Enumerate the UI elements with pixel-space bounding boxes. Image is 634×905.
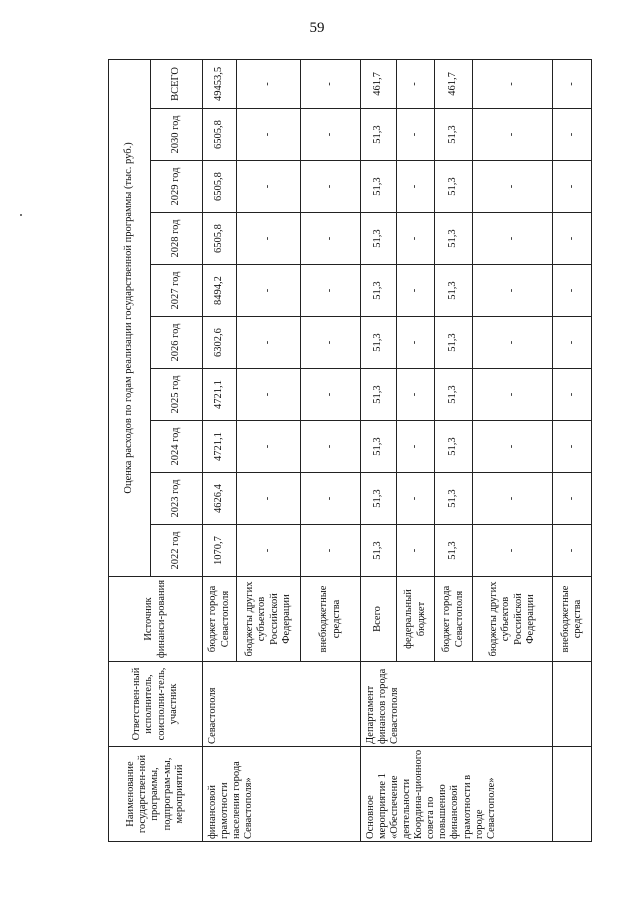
source-cell: федеральный бюджет xyxy=(397,577,435,662)
header-year: 2024 год xyxy=(151,421,203,473)
header-executor: Ответствен-ный исполнитель, соисполни-тель, участник xyxy=(109,662,203,747)
value-cell: 51,3 xyxy=(361,265,397,317)
value-cell: - xyxy=(553,369,592,421)
value-cell: - xyxy=(553,265,592,317)
value-cell: - xyxy=(397,525,435,577)
value-cell: 51,3 xyxy=(435,161,473,213)
header-year: 2023 год xyxy=(151,473,203,525)
total-cell: - xyxy=(237,59,301,108)
source-cell: Всего xyxy=(361,577,397,662)
value-cell: 1070,7 xyxy=(203,525,237,577)
value-cell: - xyxy=(301,265,361,317)
value-cell: - xyxy=(397,369,435,421)
value-cell: - xyxy=(473,213,553,265)
value-cell: 6505,8 xyxy=(203,109,237,161)
table-row xyxy=(553,59,592,841)
value-cell: - xyxy=(237,525,301,577)
value-cell: 51,3 xyxy=(435,473,473,525)
value-cell: - xyxy=(237,473,301,525)
value-cell: - xyxy=(301,317,361,369)
value-cell: - xyxy=(237,317,301,369)
source-cell: бюджеты других субъектов Российской Федерации xyxy=(237,577,301,662)
value-cell: - xyxy=(397,421,435,473)
header-estimate: Оценка расходов по годам реализации государственной программы (тыс. руб.) xyxy=(109,59,151,576)
value-cell: - xyxy=(237,265,301,317)
value-cell: 51,3 xyxy=(361,473,397,525)
value-cell: - xyxy=(237,161,301,213)
value-cell: 51,3 xyxy=(435,317,473,369)
value-cell: - xyxy=(301,525,361,577)
empty-name-cell xyxy=(553,747,592,842)
value-cell: - xyxy=(301,109,361,161)
page-number: 59 xyxy=(309,20,325,36)
value-cell: - xyxy=(397,265,435,317)
value-cell: - xyxy=(473,109,553,161)
value-cell: - xyxy=(553,109,592,161)
table-wrapper xyxy=(108,60,589,842)
value-cell: - xyxy=(237,369,301,421)
value-cell: 6505,8 xyxy=(203,161,237,213)
value-cell: 4721,1 xyxy=(203,369,237,421)
executor-cell: Департамент финансов города Севастополя xyxy=(361,662,553,747)
rotated-table-container xyxy=(108,60,589,842)
value-cell: - xyxy=(473,161,553,213)
value-cell: - xyxy=(553,161,592,213)
header-name: Наименование государствен-ной программы, подпрограм-мы, мероприятий xyxy=(109,747,203,842)
value-cell: - xyxy=(397,473,435,525)
header-year: 2026 год xyxy=(151,317,203,369)
value-cell: - xyxy=(473,473,553,525)
header-total: ВСЕГО xyxy=(151,59,203,108)
value-cell: - xyxy=(473,265,553,317)
value-cell: - xyxy=(301,473,361,525)
value-cell: 6302,6 xyxy=(203,317,237,369)
value-cell: 51,3 xyxy=(361,213,397,265)
source-cell: бюджет города Севастополя xyxy=(203,577,237,662)
total-cell: 49453,5 xyxy=(203,59,237,108)
empty-executor-cell xyxy=(553,662,592,747)
value-cell: - xyxy=(397,213,435,265)
value-cell: - xyxy=(473,369,553,421)
source-cell: бюджеты других субъектов Российской Федерации xyxy=(473,577,553,662)
value-cell: - xyxy=(473,317,553,369)
value-cell: 51,3 xyxy=(435,525,473,577)
value-cell: 4626,4 xyxy=(203,473,237,525)
value-cell: - xyxy=(301,161,361,213)
total-cell: 461,7 xyxy=(361,59,397,108)
value-cell: 51,3 xyxy=(361,109,397,161)
total-cell: - xyxy=(473,59,553,108)
value-cell: - xyxy=(301,213,361,265)
value-cell: 51,3 xyxy=(435,265,473,317)
table-row xyxy=(361,59,397,841)
value-cell: - xyxy=(553,473,592,525)
source-cell: бюджет города Севастополя xyxy=(435,577,473,662)
header-row-1 xyxy=(109,59,151,841)
value-cell: - xyxy=(237,421,301,473)
value-cell: - xyxy=(553,525,592,577)
executor-cell: Севастополя xyxy=(203,662,361,747)
value-cell: - xyxy=(397,317,435,369)
header-year: 2025 год xyxy=(151,369,203,421)
value-cell: - xyxy=(553,421,592,473)
value-cell: - xyxy=(473,421,553,473)
value-cell: 51,3 xyxy=(361,421,397,473)
value-cell: 51,3 xyxy=(435,369,473,421)
header-year: 2029 год xyxy=(151,161,203,213)
value-cell: 6505,8 xyxy=(203,213,237,265)
value-cell: 51,3 xyxy=(361,525,397,577)
program-name-cell: Основное мероприятие 1 «Обеспечение деятельности Координа-ционного совета по повышению финансовой грамотности в городе Севастополе» xyxy=(361,747,553,842)
stray-dot xyxy=(20,214,22,216)
value-cell: - xyxy=(473,525,553,577)
value-cell: 8494,2 xyxy=(203,265,237,317)
header-year: 2030 год xyxy=(151,109,203,161)
value-cell: 4721,1 xyxy=(203,421,237,473)
total-cell: - xyxy=(301,59,361,108)
value-cell: - xyxy=(237,213,301,265)
total-cell: - xyxy=(553,59,592,108)
value-cell: - xyxy=(301,369,361,421)
header-year: 2022 год xyxy=(151,525,203,577)
value-cell: - xyxy=(553,213,592,265)
program-name-cell: финансовой грамотности населения города Севастополя» xyxy=(203,747,361,842)
budget-table xyxy=(108,59,592,842)
value-cell: 51,3 xyxy=(361,369,397,421)
header-source: Источник финанси-рования xyxy=(109,577,203,662)
value-cell: 51,3 xyxy=(361,161,397,213)
value-cell: - xyxy=(237,109,301,161)
value-cell: 51,3 xyxy=(435,109,473,161)
total-cell: - xyxy=(397,59,435,108)
value-cell: - xyxy=(553,317,592,369)
header-year: 2028 год xyxy=(151,213,203,265)
source-cell: внебюджетные средства xyxy=(553,577,592,662)
value-cell: - xyxy=(397,161,435,213)
value-cell: 51,3 xyxy=(435,421,473,473)
value-cell: 51,3 xyxy=(435,213,473,265)
value-cell: 51,3 xyxy=(361,317,397,369)
value-cell: - xyxy=(397,109,435,161)
total-cell: 461,7 xyxy=(435,59,473,108)
value-cell: - xyxy=(301,421,361,473)
header-year: 2027 год xyxy=(151,265,203,317)
table-row xyxy=(203,59,237,841)
source-cell: внебюджетные средства xyxy=(301,577,361,662)
